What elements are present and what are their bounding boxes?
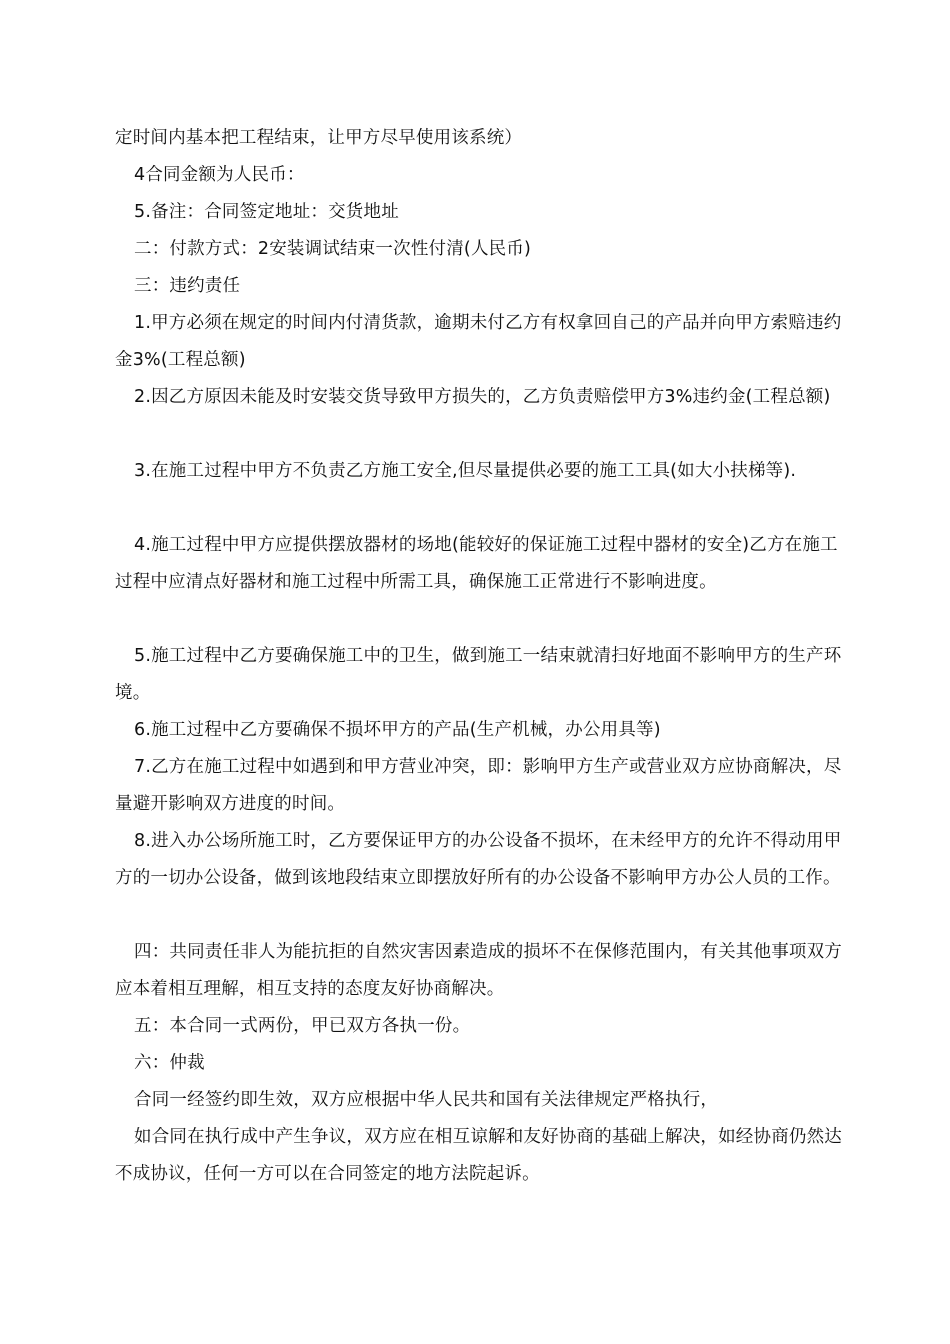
paragraph-breach-4: 4.施工过程中甲方应提供摆放器材的场地(能较好的保证施工过程中器材的安全)乙方在施工过程中应清点好器材和施工过程中所需工具，确保施工正常进行不影响进度。	[115, 535, 838, 592]
paragraph-dispute: 如合同在执行成中产生争议，双方应在相互谅解和友好协商的基础上解决，如经协商仍然达不成协议，任何一方可以在合同签定的地方法院起诉。	[115, 1127, 842, 1184]
paragraph-remarks: 5.备注：合同签定地址：交货地址	[134, 202, 399, 222]
paragraph-breach-8: 8.进入办公场所施工时，乙方要保证甲方的办公设备不损坏，在未经甲方的允许不得动用甲方的一切办公设备，做到该地段结束立即摆放好所有的办公设备不影响甲方办公人员的工作。	[115, 831, 842, 888]
paragraph-breach-3: 3.在施工过程中甲方不负责乙方施工安全,但尽量提供必要的施工工具(如大小扶梯等).	[134, 461, 797, 481]
paragraph-breach-7: 7.乙方在施工过程中如遇到和甲方营业冲突，即：影响甲方生产或营业双方应协商解决，尽量避开影响双方进度的时间。	[115, 757, 842, 814]
paragraph-breach-6: 6.施工过程中乙方要确保不损坏甲方的产品(生产机械，办公用具等)	[134, 720, 661, 740]
paragraph-breach-1: 1.甲方必须在规定的时间内付清货款，逾期未付乙方有权拿回自己的产品并向甲方索赔违约金3%(工程总额)	[115, 313, 842, 370]
paragraph-joint-responsibility: 四：共同责任非人为能抗拒的自然灾害因素造成的损坏不在保修范围内，有关其他事项双方应本着相互理解，相互支持的态度友好协商解决。	[115, 942, 842, 999]
paragraph-effectiveness: 合同一经签约即生效，双方应根据中华人民共和国有关法律规定严格执行，	[134, 1090, 719, 1110]
paragraph-continuation: 定时间内基本把工程结束，让甲方尽早使用该系统）	[115, 128, 523, 148]
heading-breach-liability: 三：违约责任	[134, 276, 241, 296]
paragraph-contract-amount: 4合同金额为人民币：	[134, 165, 305, 185]
paragraph-breach-2: 2.因乙方原因未能及时安装交货导致甲方损失的，乙方负责赔偿甲方3%违约金(工程总额)	[134, 387, 831, 407]
heading-arbitration: 六：仲裁	[134, 1053, 205, 1073]
paragraph-copies: 五：本合同一式两份，甲已双方各执一份。	[134, 1016, 471, 1036]
paragraph-payment-method: 二：付款方式：2安装调试结束一次性付清(人民币)	[134, 239, 532, 259]
paragraph-breach-5: 5.施工过程中乙方要确保施工中的卫生，做到施工一结束就清扫好地面不影响甲方的生产环境。	[115, 646, 842, 703]
